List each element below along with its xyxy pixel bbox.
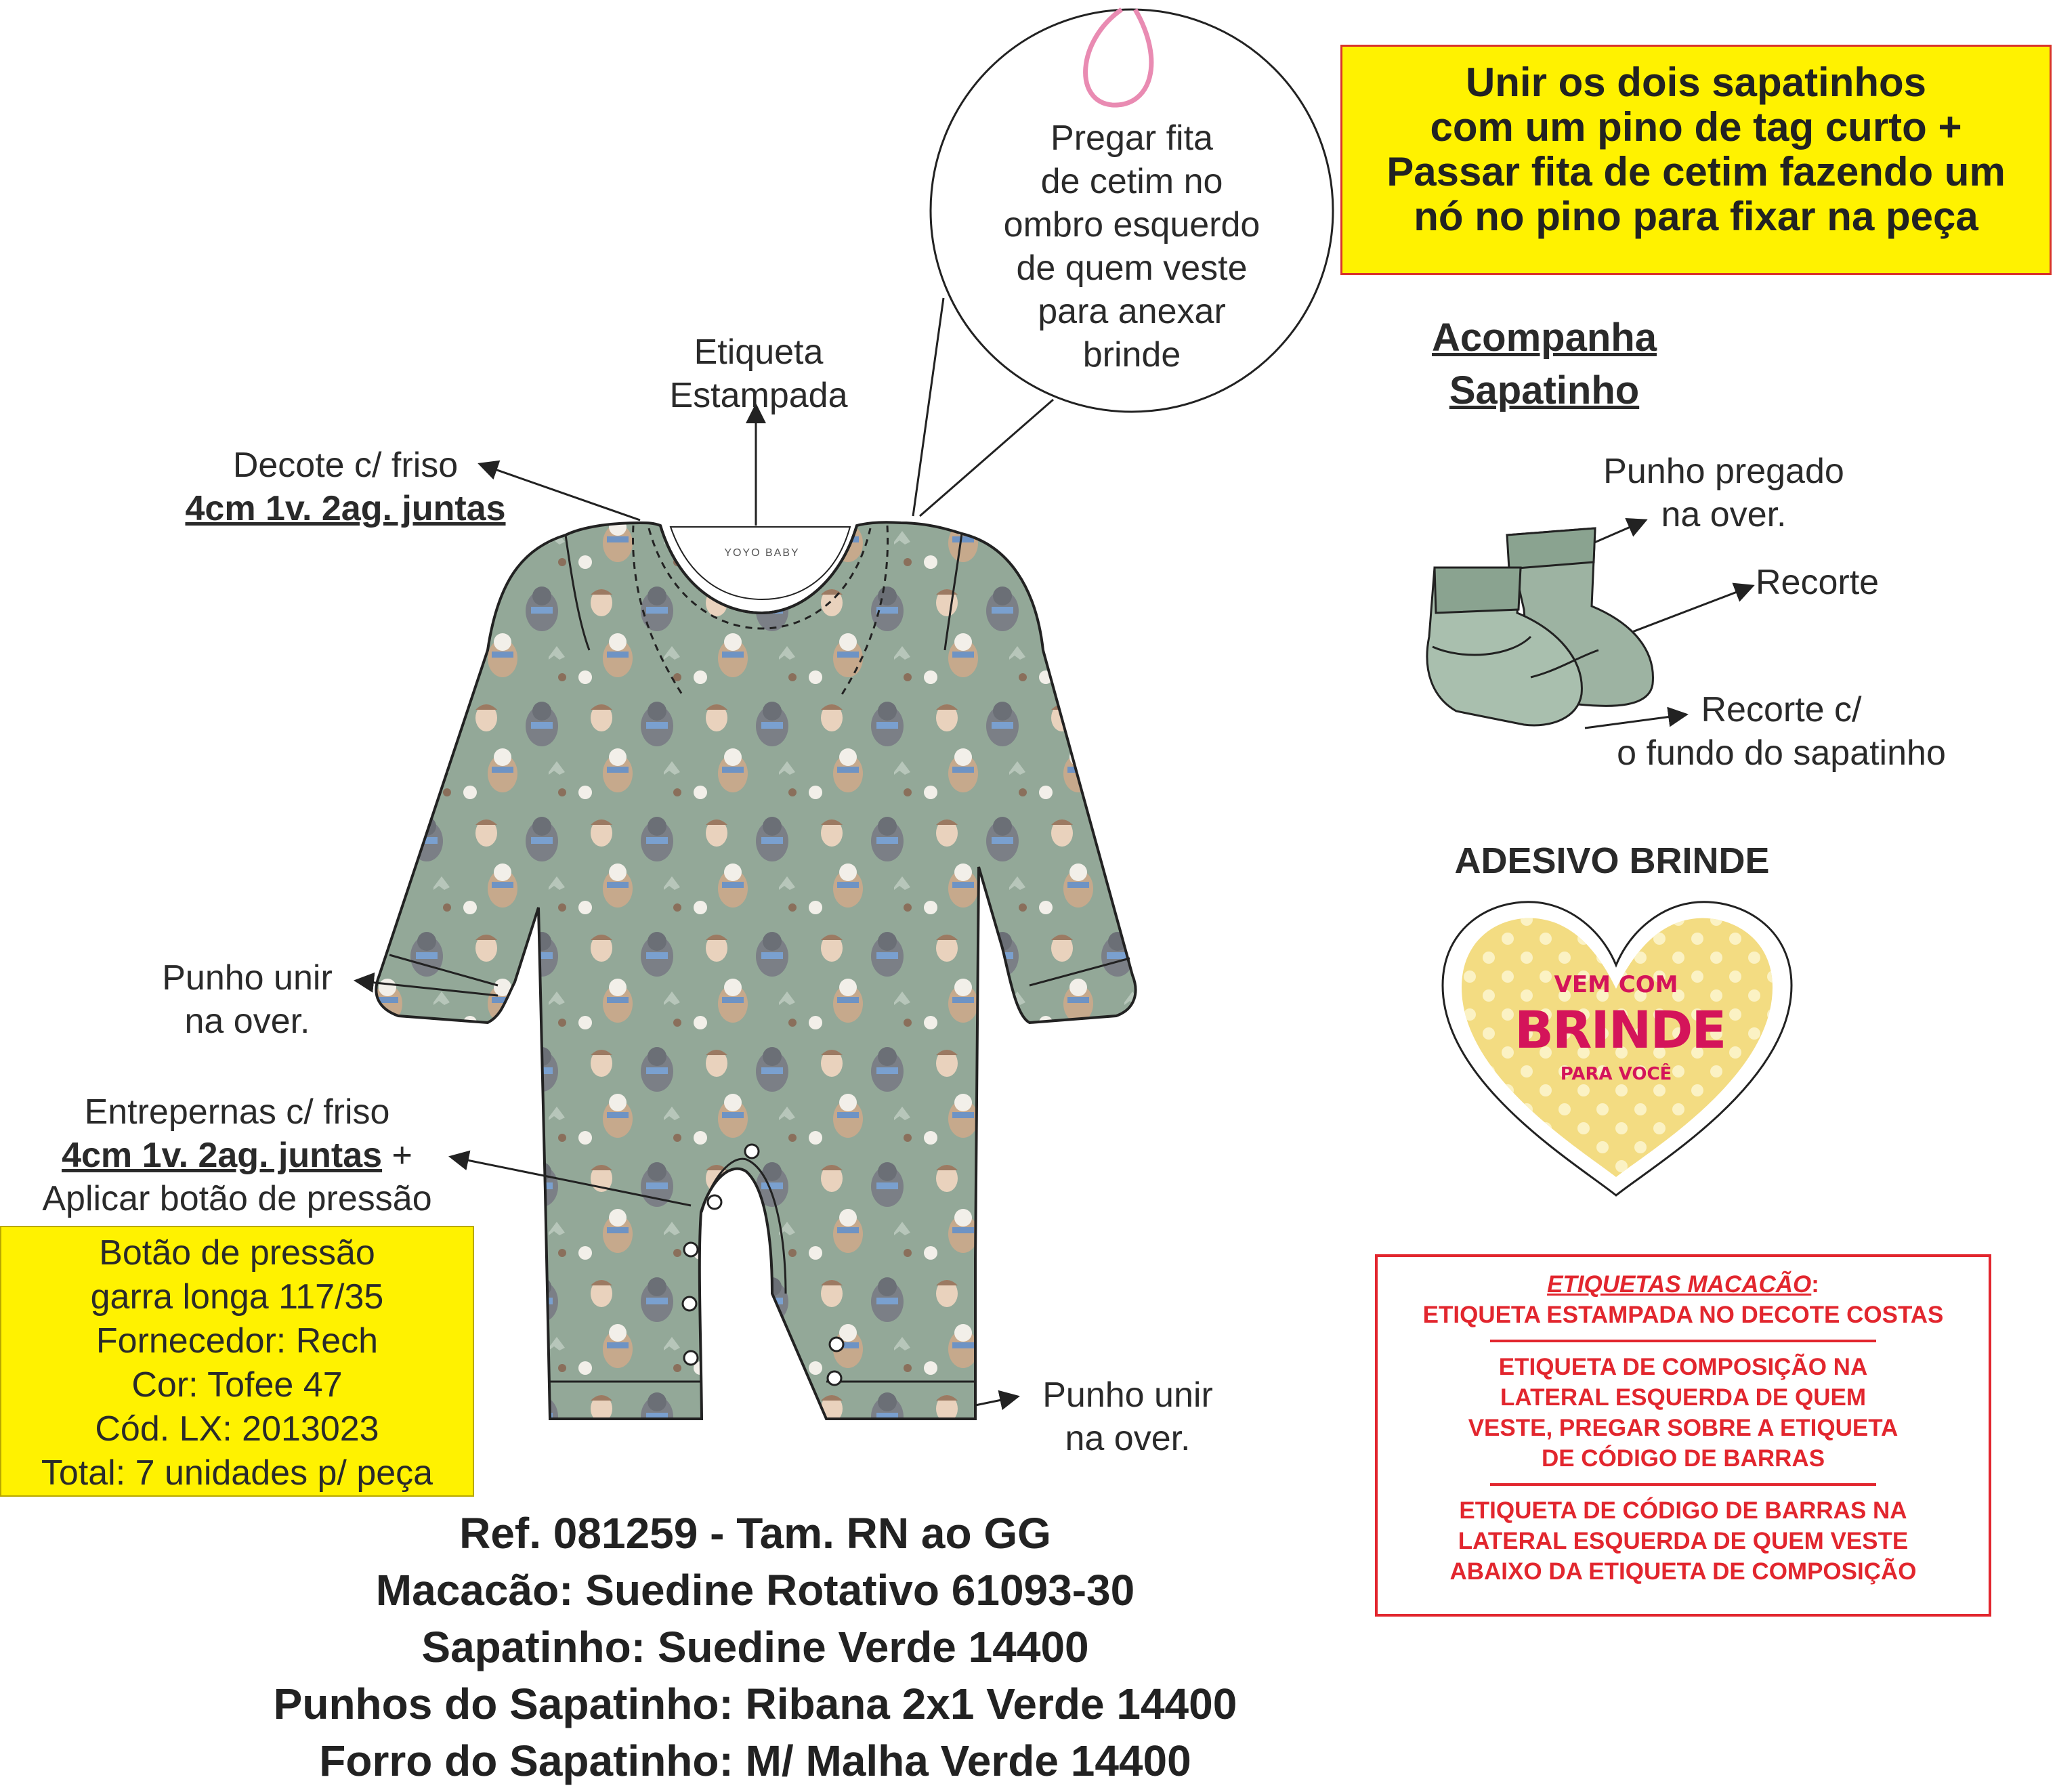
circle-note-line: brinde xyxy=(1082,335,1181,375)
label-shoe-recorte: Recorte xyxy=(1756,563,1880,602)
instruction-line: com um pino de tag curto + xyxy=(1430,104,1962,150)
acompanha-sapatinho-heading xyxy=(1382,312,1707,417)
divider xyxy=(1490,1483,1876,1486)
label-line: Recorte c/ xyxy=(1701,690,1862,729)
reference-line: Ref. 081259 - Tam. RN ao GG xyxy=(459,1509,1051,1558)
etiquetas-line: LATERAL ESQUERDA DE QUEM VESTE xyxy=(1458,1528,1909,1554)
instruction-line: Passar fita de cetim fazendo um xyxy=(1386,149,2006,194)
reference-block xyxy=(0,1505,1510,1789)
label-line: na over. xyxy=(1661,495,1787,534)
spec-line: garra longa 117/35 xyxy=(90,1277,384,1317)
circle-note-line: de cetim no xyxy=(1040,162,1223,201)
adesivo-brinde-title: ADESIVO BRINDE xyxy=(1454,840,1770,881)
label-line: na over. xyxy=(1065,1419,1191,1458)
reference-line: Sapatinho: Suedine Verde 14400 xyxy=(421,1623,1089,1671)
label-entrepernas xyxy=(0,1090,474,1220)
label-line xyxy=(0,1134,474,1177)
label-line: Aplicar botão de pressão xyxy=(42,1179,432,1218)
etiquetas-line: ETIQUETA DE CÓDIGO DE BARRAS NA xyxy=(1459,1497,1907,1524)
label-punho-right xyxy=(1016,1373,1239,1460)
reference-line: Punhos do Sapatinho: Ribana 2x1 Verde 14400 xyxy=(273,1680,1237,1728)
label-underlined: 4cm 1v. 2ag. juntas xyxy=(62,1136,383,1175)
instruction-line: Unir os dois sapatinhos xyxy=(1465,60,1927,105)
reference-line: Forro do Sapatinho: M/ Malha Verde 14400 xyxy=(319,1736,1191,1785)
spec-line: Botão de pressão xyxy=(99,1233,375,1273)
reference-line: Macacão: Suedine Rotativo 61093-30 xyxy=(375,1566,1135,1615)
circle-note-line: de quem veste xyxy=(1016,249,1248,288)
circle-note-line: Pregar fita xyxy=(1051,119,1213,158)
label-line: Punho pregado xyxy=(1603,452,1844,491)
label-etiqueta-estampada xyxy=(623,330,894,417)
label-line: Estampada xyxy=(669,376,848,415)
etiquetas-line: ETIQUETA DE COMPOSIÇÃO NA xyxy=(1498,1354,1868,1380)
label-line: Etiqueta xyxy=(694,333,824,372)
label-line: Punho unir xyxy=(162,958,333,998)
etiquetas-line: ETIQUETA ESTAMPADA NO DECOTE COSTAS xyxy=(1422,1302,1944,1328)
spec-line: Total: 7 unidades p/ peça xyxy=(41,1453,433,1493)
etiquetas-line: DE CÓDIGO DE BARRAS xyxy=(1541,1445,1825,1472)
label-line: Entrepernas c/ friso xyxy=(84,1092,390,1132)
jumpsuit-drawing xyxy=(376,522,1135,1419)
label-line: o fundo do sapatinho xyxy=(1617,733,1946,773)
circle-note-line: para anexar xyxy=(1038,292,1226,331)
sticker-text xyxy=(1514,970,1726,1088)
etiquetas-line: VESTE, PREGAR SOBRE A ETIQUETA xyxy=(1468,1415,1899,1441)
etiquetas-colon: : xyxy=(1811,1271,1819,1298)
label-shoe-recorte-fundo xyxy=(1585,688,1978,775)
heading-line: Acompanha xyxy=(1432,316,1657,360)
label-line: na over. xyxy=(184,1002,310,1041)
circle-note-line: ombro esquerdo xyxy=(1003,205,1260,244)
instruction-line: nó no pino para fixar na peça xyxy=(1414,194,1978,239)
etiquetas-line: LATERAL ESQUERDA DE QUEM xyxy=(1500,1384,1866,1411)
sticker-line: PARA VOCÊ xyxy=(1560,1064,1672,1084)
heading-line: Sapatinho xyxy=(1449,368,1640,412)
etiquetas-title: ETIQUETAS MACACÃO xyxy=(1547,1271,1812,1298)
label-decote xyxy=(129,444,562,530)
sticker-line: VEM COM xyxy=(1554,971,1678,998)
garment-neck-tag: YOYO BABY xyxy=(724,547,800,559)
etiquetas-line: ABAIXO DA ETIQUETA DE COMPOSIÇÃO xyxy=(1449,1558,1917,1585)
spec-line: Cód. LX: 2013023 xyxy=(95,1409,379,1449)
spec-line: Cor: Tofee 47 xyxy=(131,1365,343,1405)
circle-note xyxy=(996,116,1267,377)
ribbon-pin-instruction-box xyxy=(1340,45,2052,275)
sticker-brinde: BRINDE xyxy=(1514,1000,1726,1060)
label-plus: + xyxy=(382,1136,412,1175)
snap-button-spec-box xyxy=(0,1226,474,1497)
label-line: Decote c/ friso xyxy=(232,446,459,485)
label-line-underlined: 4cm 1v. 2ag. juntas xyxy=(185,489,506,528)
label-punho-left xyxy=(135,956,359,1043)
label-shoe-punho xyxy=(1578,450,1869,536)
label-line: Punho unir xyxy=(1042,1375,1213,1415)
divider xyxy=(1490,1340,1876,1342)
spec-line: Fornecedor: Rech xyxy=(96,1321,379,1361)
